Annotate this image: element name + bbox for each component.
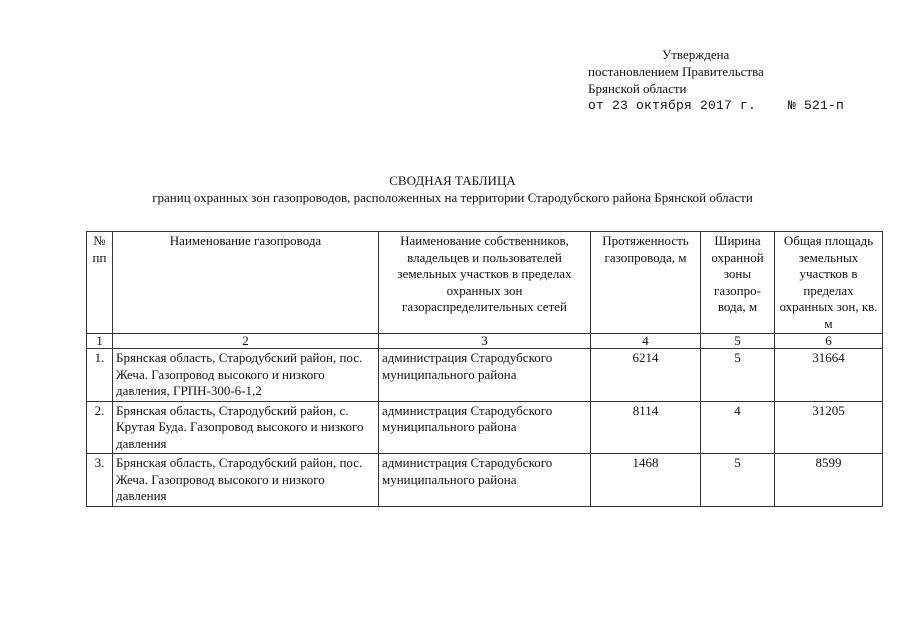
header-number: № пп xyxy=(87,232,113,334)
column-number: 6 xyxy=(775,334,883,349)
total-area: 31205 xyxy=(775,401,883,454)
summary-table xyxy=(86,231,883,507)
approval-line-resolution: постановлением Правительства xyxy=(588,64,764,79)
table-row xyxy=(87,349,883,402)
approval-line-approved: Утверждена xyxy=(662,47,730,62)
owner-name: администрация Стародубского муниципального района xyxy=(379,401,591,454)
pipeline-name: Брянская область, Стародубский район, пос. Жеча. Газопровод высокого и низкого давления xyxy=(113,454,379,507)
total-area: 8599 xyxy=(775,454,883,507)
approval-number: № 521-п xyxy=(788,98,845,113)
column-number: 3 xyxy=(379,334,591,349)
pipeline-length: 1468 xyxy=(591,454,701,507)
table-header-row xyxy=(87,232,883,334)
approval-date: от 23 октября 2017 г. xyxy=(588,98,757,113)
owner-name: администрация Стародубского муниципального района xyxy=(379,454,591,507)
header-owners: Наименование собственников, владельцев и пользователей земельных участков в пределах охранных зон газораспределительных сетей xyxy=(379,232,591,334)
pipeline-name: Брянская область, Стародубский район, с. Крутая Буда. Газопровод высокого и низкого давления xyxy=(113,401,379,454)
column-number: 4 xyxy=(591,334,701,349)
column-number-row xyxy=(87,334,883,349)
zone-width: 5 xyxy=(701,349,775,402)
table-row xyxy=(87,401,883,454)
column-number: 5 xyxy=(701,334,775,349)
header-length: Протяженность газопровода, м xyxy=(591,232,701,334)
zone-width: 4 xyxy=(701,401,775,454)
pipeline-name: Брянская область, Стародубский район, пос. Жеча. Газопровод высокого и низкого давления, ГРПН-300-6-1,2 xyxy=(113,349,379,402)
approval-block xyxy=(588,46,888,114)
column-number: 1 xyxy=(87,334,113,349)
approval-date-number xyxy=(588,97,888,114)
pipeline-length: 6214 xyxy=(591,349,701,402)
pipeline-length: 8114 xyxy=(591,401,701,454)
row-number: 1. xyxy=(87,349,113,402)
document-title xyxy=(0,172,905,206)
row-number: 3. xyxy=(87,454,113,507)
header-zone-width: Ширина охранной зоны газопро-вода, м xyxy=(701,232,775,334)
table-row xyxy=(87,454,883,507)
title-main: СВОДНАЯ ТАБЛИЦА xyxy=(389,173,516,188)
approval-line-region: Брянской области xyxy=(588,81,687,96)
zone-width: 5 xyxy=(701,454,775,507)
owner-name: администрация Стародубского муниципального района xyxy=(379,349,591,402)
header-pipeline-name: Наименование газопровода xyxy=(113,232,379,334)
header-total-area: Общая площадь земельных участков в пределах охранных зон, кв. м xyxy=(775,232,883,334)
row-number: 2. xyxy=(87,401,113,454)
column-number: 2 xyxy=(113,334,379,349)
total-area: 31664 xyxy=(775,349,883,402)
title-subtitle: границ охранных зон газопроводов, расположенных на территории Стародубского района Брянской области xyxy=(152,190,753,205)
